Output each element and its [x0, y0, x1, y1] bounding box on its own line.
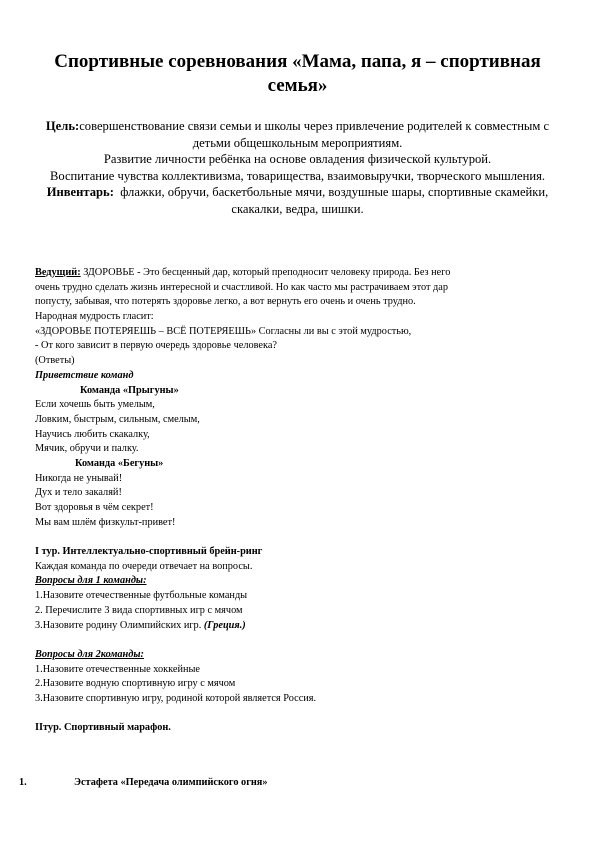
question-1-3-answer: (Греция.): [203, 619, 246, 631]
inventory-line: [40, 184, 555, 217]
round2-heading: IIтур. Спортивный марафон.: [35, 722, 171, 734]
goal-line-2: Развитие личности ребёнка на основе овладения физической культурой.: [103, 152, 492, 167]
host-label: Ведущий:: [35, 267, 81, 278]
question-1-2: 2. Перечислите 3 вида спортивных игр с мячом: [35, 604, 243, 616]
paragraph-line-2: очень трудно сделать жизнь интересной и счастливой. Но как часто мы растрачиваем этот дар: [35, 281, 448, 293]
team2-verse-line-1: Никогда не унывай!: [35, 472, 123, 484]
question-1-3-text: 3.Назовите родину Олимпийских игр.: [35, 619, 204, 631]
spacer: [35, 707, 565, 722]
inventory-label: Инвентарь:: [46, 185, 114, 200]
greeting-heading: Приветствие команд: [35, 369, 134, 381]
paragraph-line-4: Народная мудрость гласит:: [35, 311, 154, 323]
relay-list-item: [19, 777, 268, 788]
paragraph-line-3: попусту, забывая, что потерять здоровье легко, а вот вернуть его очень и очень трудно.: [35, 296, 416, 308]
goal-label: Цель:: [45, 119, 80, 133]
round1-heading: I тур. Интеллектуально-спортивный брейн-ринг: [35, 546, 263, 558]
spacer: [35, 530, 565, 545]
paragraph-line-6: - От кого зависит в первую очередь здоровье человека?: [35, 340, 277, 352]
team1-verse-line-1: Если хочешь быть умелым,: [35, 399, 155, 411]
question-1-1: 1.Назовите отечественные футбольные команды: [35, 590, 248, 602]
goal-block: [40, 118, 555, 218]
question-2-1: 1.Назовите отечественные хоккейные: [35, 663, 200, 675]
host-paragraph-line-1: [35, 266, 565, 281]
team1-heading: Команда «Прыгуны»: [80, 384, 179, 396]
goal-line: [40, 118, 555, 151]
question-1-3: [35, 619, 565, 634]
goal-line-3: Воспитание чувства коллективизма, товарищества, взаимовыручки, творческого мышления.: [49, 168, 546, 183]
question-2-2: 2.Назовите водную спортивную игру с мячом: [35, 678, 236, 690]
team2-verse-line-2: Дух и тело закаляй!: [35, 487, 122, 499]
team2-verse-line-4: Мы вам шлём физкульт-привет!: [35, 516, 176, 528]
inventory-text: флажки, обручи, баскетбольные мячи, воздушные шары, спортивные скамейки, скакалки, ведра, шишки.: [120, 185, 549, 216]
team1-verse-line-2: Ловким, быстрым, сильным, смелым,: [35, 413, 200, 425]
paragraph-line-7: (Ответы): [35, 355, 75, 367]
paragraph-line-5: «ЗДОРОВЬЕ ПОТЕРЯЕШЬ – ВСЁ ПОТЕРЯЕШЬ» Согласны ли вы с этой мудростью,: [35, 325, 412, 337]
team2-verse-line-3: Вот здоровья в чём секрет!: [35, 502, 154, 513]
relay-number: 1.: [19, 777, 27, 788]
round1-description: Каждая команда по очереди отвечает на вопросы.: [35, 560, 253, 572]
team2-heading: Команда «Бегуны»: [75, 457, 164, 469]
question-2-3: 3.Назовите спортивную игру, родиной которой является Россия.: [35, 692, 317, 704]
spacer: [35, 633, 565, 648]
questions-team1-heading: Вопросы для 1 команды:: [35, 575, 147, 587]
document-title: Спортивные соревнования «Мама, папа, я – спортивная семья»: [54, 51, 541, 96]
host-text: ЗДОРОВЬЕ - Это бесценный дар, который преподносит человеку природа. Без него: [80, 267, 451, 278]
team1-verse-line-3: Научись любить скакалку,: [35, 428, 150, 440]
relay-title: Эстафета «Передача олимпийского огня»: [74, 777, 268, 788]
questions-team2-heading: Вопросы для 2команды:: [35, 648, 144, 660]
document-body: [35, 266, 565, 736]
team1-verse-line-4: Мячик, обручи и палку.: [35, 443, 139, 455]
goal-text: совершенствование связи семьи и школы через привлечение родителей к совместным с детьми общешкольным мероприятиям.: [79, 119, 550, 150]
